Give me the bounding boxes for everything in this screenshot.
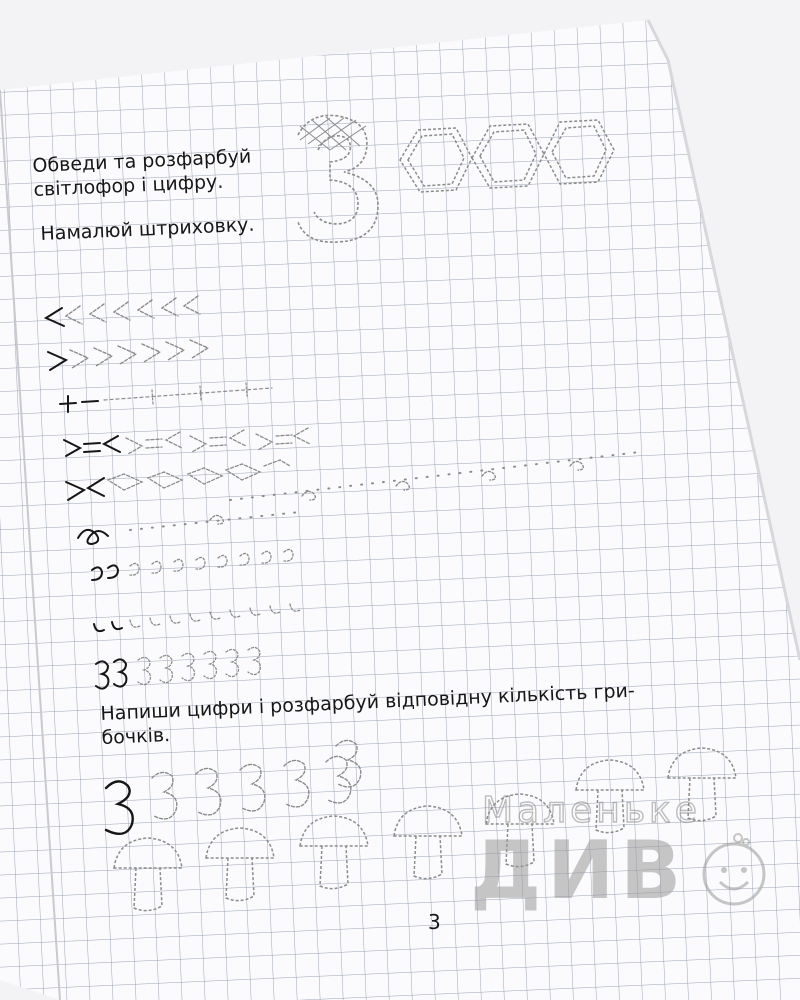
instruction-hatch: Намалюй штриховку. (40, 213, 255, 245)
instruction-write-line2: бочків. (101, 723, 171, 749)
page-number: 3 (428, 910, 441, 934)
instruction-trace (32, 144, 253, 202)
instruction-trace-line2: світлофор і цифру. (33, 170, 224, 201)
instruction-write-line1: Напиши цифри і розфарбуй відповідну кількість гри- (100, 679, 636, 725)
instruction-trace-line1: Обведи та розфарбуй (32, 145, 252, 177)
watermark-line2: ДИВ (470, 824, 688, 917)
